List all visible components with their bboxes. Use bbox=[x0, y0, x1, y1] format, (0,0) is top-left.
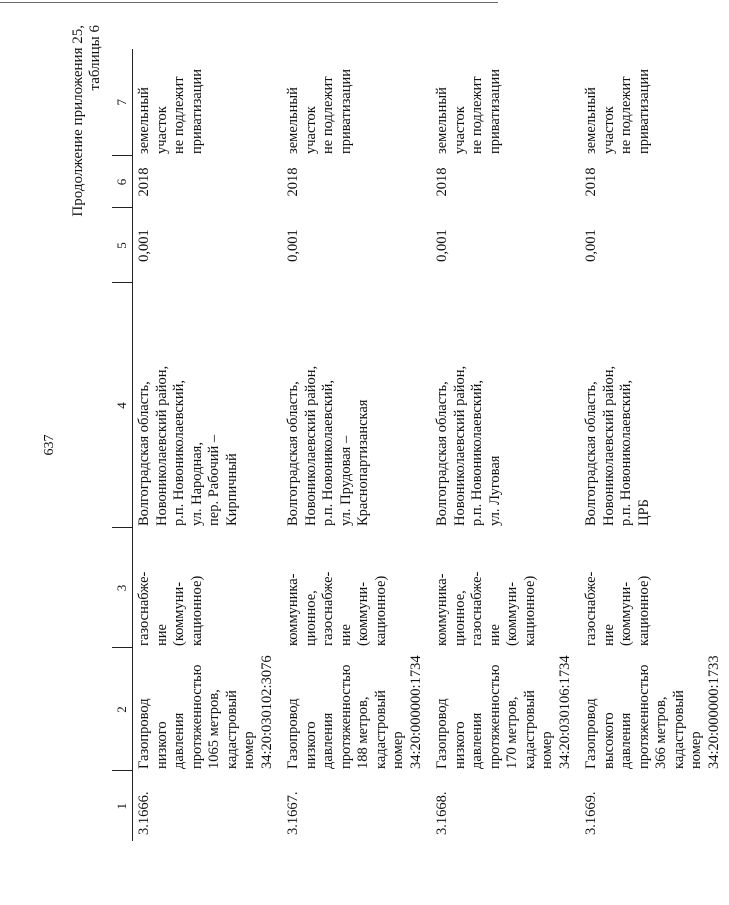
note: земельный участок не подлежит приватизации bbox=[285, 68, 354, 154]
note-cell bbox=[133, 49, 283, 156]
year: 2018 bbox=[434, 167, 450, 197]
column-header-4: 4 bbox=[112, 283, 133, 528]
table-row bbox=[580, 49, 729, 841]
purpose: коммуника- ционное, газоснабже- ние (коммуни- кационное) bbox=[285, 571, 389, 646]
caption-line-1: Продолжение приложения 25, bbox=[70, 25, 86, 217]
note-cell bbox=[431, 49, 580, 156]
column-header-6: 6 bbox=[112, 156, 133, 208]
note-cell bbox=[580, 49, 729, 156]
area: 0,001 bbox=[583, 229, 599, 262]
row-number: 3.1667. bbox=[285, 791, 301, 835]
address-cell bbox=[580, 283, 729, 528]
address: Волгоградская область, Новониколаевский район, р.п. Новониколаевский, ЦРБ bbox=[583, 365, 652, 526]
note: земельный участок не подлежит приватизации bbox=[434, 68, 503, 154]
row-number: 3.1669. bbox=[583, 791, 599, 835]
address-cell bbox=[431, 283, 580, 528]
note: земельный участок не подлежит приватизации bbox=[136, 68, 205, 154]
object-name: Газопровод низкого давления протяженностью 188 метров, кадастровый номер 34:20:000000:1734 bbox=[285, 655, 424, 769]
object-name: Газопровод низкого давления протяженностью 170 метров, кадастровый номер 34:20:030106:1734 bbox=[434, 655, 573, 769]
address-cell bbox=[282, 283, 431, 528]
object-name-cell bbox=[580, 648, 729, 771]
table-row bbox=[133, 49, 283, 841]
column-header-7: 7 bbox=[112, 49, 133, 156]
area: 0,001 bbox=[285, 229, 301, 262]
table-caption bbox=[70, 25, 104, 265]
note-cell bbox=[282, 49, 431, 156]
address-cell bbox=[133, 283, 283, 528]
note: земельный участок не подлежит приватизации bbox=[583, 68, 652, 154]
address: Волгоградская область, Новониколаевский район, р.п. Новониколаевский, ул. Прудовая – Краснопартизанская bbox=[285, 365, 371, 526]
table-header-row bbox=[112, 49, 133, 841]
year: 2018 bbox=[583, 167, 599, 197]
purpose-cell bbox=[133, 528, 283, 648]
purpose-cell bbox=[282, 528, 431, 648]
purpose: газоснабже- ние (коммуни- кационное) bbox=[136, 571, 205, 646]
year: 2018 bbox=[285, 167, 301, 197]
column-header-3: 3 bbox=[112, 528, 133, 648]
object-name: Газопровод низкого давления протяженностью 1065 метров, кадастровый номер 34:20:030102:3076 bbox=[136, 655, 275, 769]
row-number: 3.1668. bbox=[434, 791, 450, 835]
purpose: газоснабже- ние (коммуни- кационное) bbox=[583, 571, 652, 646]
object-name-cell bbox=[431, 648, 580, 771]
table-row bbox=[431, 49, 580, 841]
row-number: 3.1666. bbox=[136, 791, 152, 835]
address: Волгоградская область, Новониколаевский район, р.п. Новониколаевский, ул. Луговая bbox=[434, 365, 503, 526]
table-row bbox=[282, 49, 431, 841]
year: 2018 bbox=[136, 167, 152, 197]
object-name-cell bbox=[282, 648, 431, 771]
column-header-1: 1 bbox=[112, 771, 133, 841]
purpose-cell bbox=[580, 528, 729, 648]
column-header-5: 5 bbox=[112, 208, 133, 283]
object-name-cell bbox=[133, 648, 283, 771]
purpose: коммуника- ционное, газоснабже- ние (коммуни- кационное) bbox=[434, 571, 538, 646]
purpose-cell bbox=[431, 528, 580, 648]
caption-line-2: таблицы 6 bbox=[87, 25, 103, 91]
page-number: 637 bbox=[42, 434, 57, 456]
object-name: Газопровод высокого давления протяженностью 366 метров, кадастровый номер 34:20:000000:1733 bbox=[583, 655, 722, 769]
area: 0,001 bbox=[136, 229, 152, 262]
address: Волгоградская область, Новониколаевский район, р.п. Новониколаевский, ул. Народная, пер. Рабочий – Кирпичный bbox=[136, 365, 240, 526]
land-plots-table bbox=[112, 49, 729, 841]
column-header-2: 2 bbox=[112, 648, 133, 771]
area: 0,001 bbox=[434, 229, 450, 262]
